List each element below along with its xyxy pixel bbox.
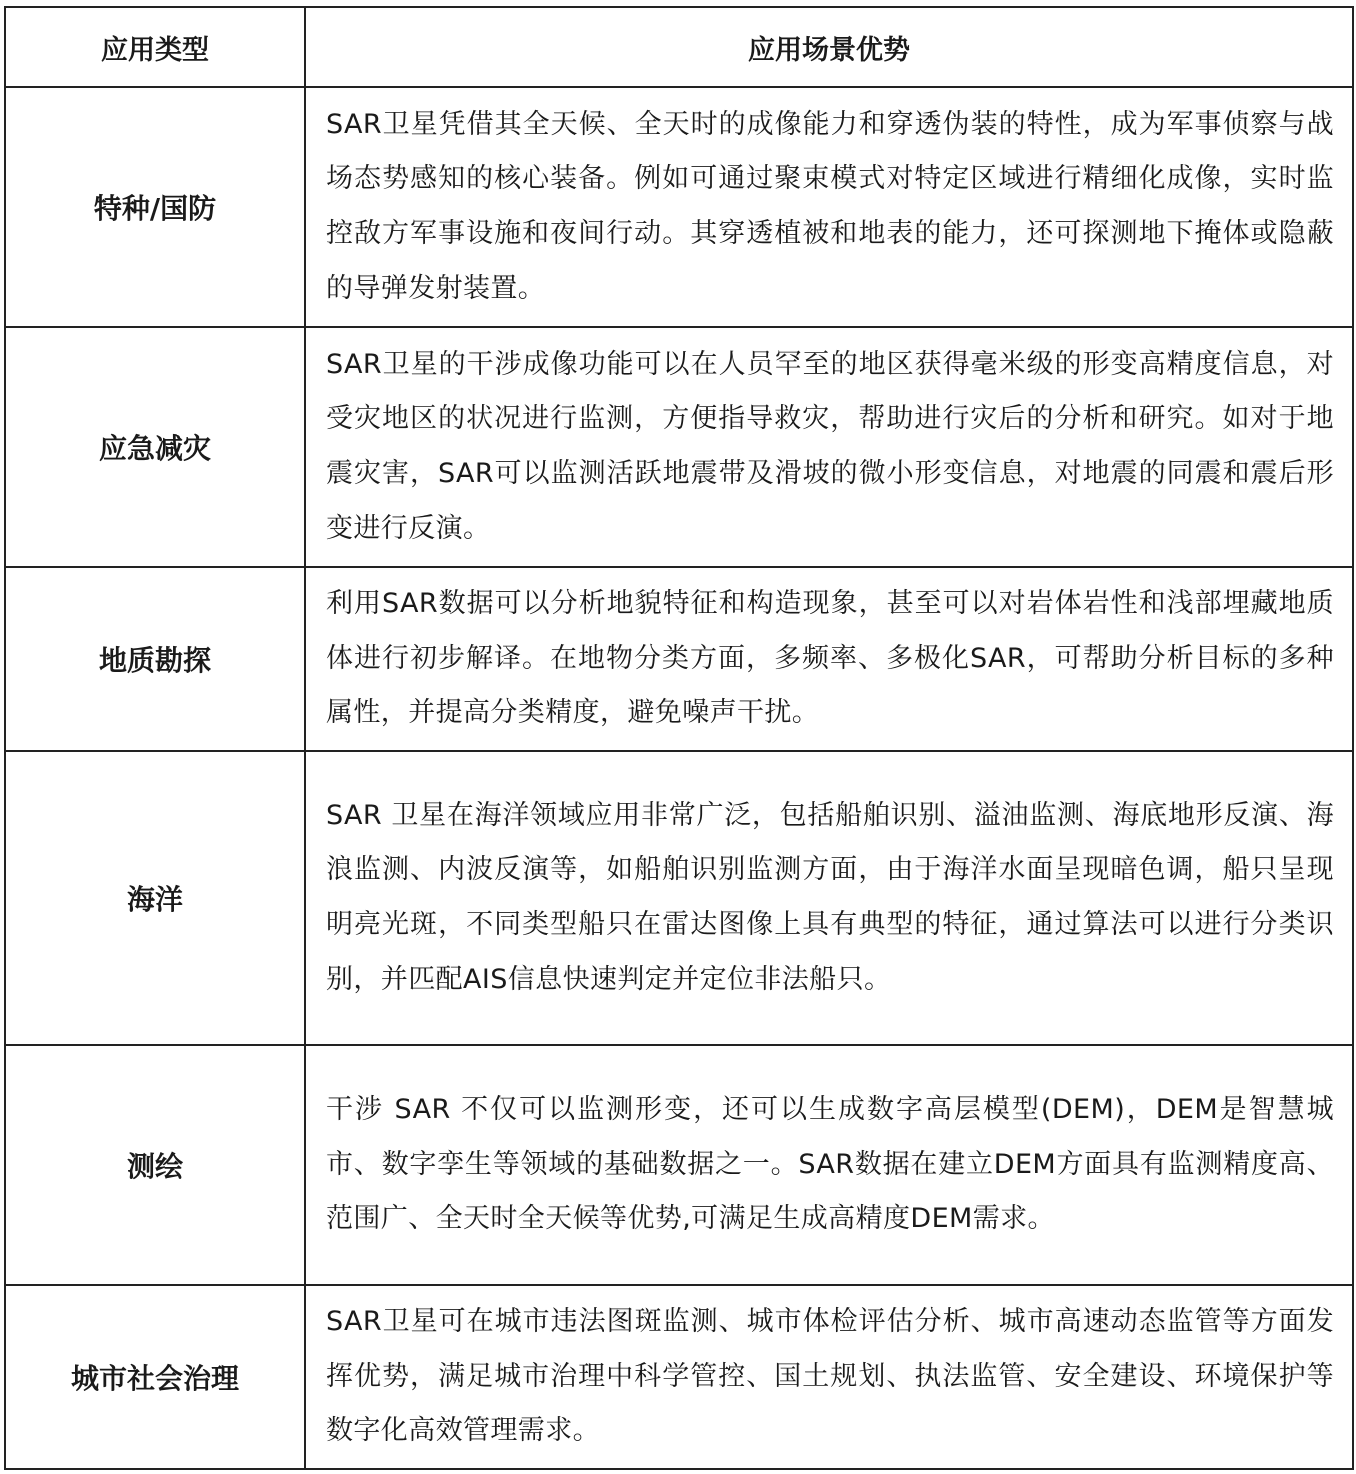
table-row <box>5 567 1353 751</box>
row-type-disaster: 应急减灾 <box>5 327 305 567</box>
row-desc-geology: 利用SAR数据可以分析地貌特征和构造现象，甚至可以对岩体岩性和浅部埋藏地质体进行初步解译。在地物分类方面，多频率、多极化SAR，可帮助分析目标的多种属性，并提高分类精度，避免噪声干扰。 <box>305 567 1353 751</box>
row-type-defense: 特种/国防 <box>5 87 305 327</box>
header-application-type: 应用类型 <box>5 7 305 87</box>
row-desc-ocean: SAR 卫星在海洋领域应用非常广泛，包括船舶识别、溢油监测、海底地形反演、海浪监测、内波反演等，如船舶识别监测方面，由于海洋水面呈现暗色调，船只呈现明亮光斑，不同类型船只在雷达图像上具有典型的特征，通过算法可以进行分类识别，并匹配AIS信息快速判定并定位非法船只。 <box>305 751 1353 1045</box>
row-type-geology: 地质勘探 <box>5 567 305 751</box>
row-desc-defense: SAR卫星凭借其全天候、全天时的成像能力和穿透伪装的特性，成为军事侦察与战场态势感知的核心装备。例如可通过聚束模式对特定区域进行精细化成像，实时监控敌方军事设施和夜间行动。其穿透植被和地表的能力，还可探测地下掩体或隐蔽的导弹发射装置。 <box>305 87 1353 327</box>
row-type-surveying: 测绘 <box>5 1045 305 1285</box>
header-scenario-advantages: 应用场景优势 <box>305 7 1353 87</box>
row-type-urban: 城市社会治理 <box>5 1285 305 1469</box>
table-row <box>5 751 1353 1045</box>
row-type-ocean: 海洋 <box>5 751 305 1045</box>
table-row <box>5 87 1353 327</box>
row-desc-urban: SAR卫星可在城市违法图斑监测、城市体检评估分析、城市高速动态监管等方面发挥优势，满足城市治理中科学管控、国土规划、执法监管、安全建设、环境保护等数字化高效管理需求。 <box>305 1285 1353 1469</box>
row-desc-surveying: 干涉 SAR 不仅可以监测形变，还可以生成数字高层模型(DEM)，DEM是智慧城市、数字孪生等领域的基础数据之一。SAR数据在建立DEM方面具有监测精度高、范围广、全天时全天候等优势,可满足生成高精度DEM需求。 <box>305 1045 1353 1285</box>
sar-application-table <box>4 6 1354 1470</box>
table-row <box>5 1285 1353 1469</box>
row-desc-disaster: SAR卫星的干涉成像功能可以在人员罕至的地区获得毫米级的形变高精度信息，对受灾地区的状况进行监测，方便指导救灾，帮助进行灾后的分析和研究。如对于地震灾害，SAR可以监测活跃地震带及滑坡的微小形变信息，对地震的同震和震后形变进行反演。 <box>305 327 1353 567</box>
table-header-row <box>5 7 1353 87</box>
table-row <box>5 1045 1353 1285</box>
table-row <box>5 327 1353 567</box>
